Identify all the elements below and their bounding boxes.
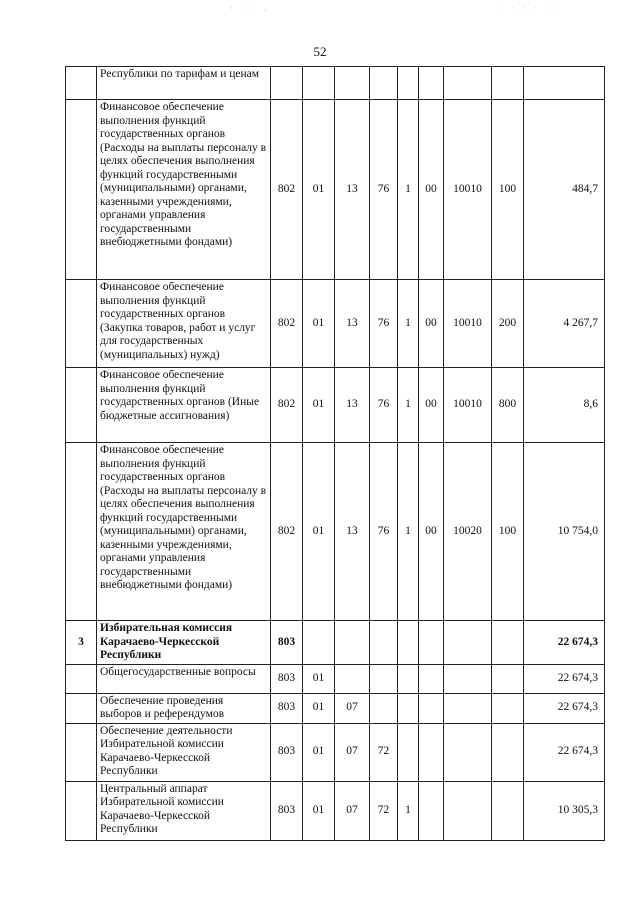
row-code-cell-c2 xyxy=(303,67,335,100)
table-row xyxy=(66,723,605,781)
row-code-cell-c1: 803 xyxy=(271,781,303,840)
row-code-cell-c1: 802 xyxy=(271,100,303,280)
row-code-cell-c3 xyxy=(335,67,370,100)
row-code-cell-c1: 803 xyxy=(271,723,303,781)
row-code-cell-c3: 13 xyxy=(335,368,370,443)
row-code-cell-c3: 13 xyxy=(335,280,370,368)
row-code-cell-c5: 1 xyxy=(398,280,419,368)
row-code-cell-c5 xyxy=(398,664,419,693)
row-code-cell-c4 xyxy=(370,67,398,100)
row-code-cell-c7 xyxy=(444,67,492,100)
row-code-cell-c3: 13 xyxy=(335,100,370,280)
row-amount-cell: 484,7 xyxy=(524,100,605,280)
row-code-cell-c2: 01 xyxy=(303,368,335,443)
row-code-cell-c1: 803 xyxy=(271,693,303,723)
row-code-cell-c5: 1 xyxy=(398,368,419,443)
row-number-cell xyxy=(66,664,97,693)
row-code-cell-c4 xyxy=(370,693,398,723)
row-amount-cell: 22 674,3 xyxy=(524,664,605,693)
row-code-cell-c2: 01 xyxy=(303,280,335,368)
row-number-cell: 3 xyxy=(66,621,97,665)
row-code-cell-c8: 200 xyxy=(492,280,524,368)
row-code-cell-c8 xyxy=(492,781,524,840)
row-code-cell-c7 xyxy=(444,723,492,781)
row-code-cell-c4: 76 xyxy=(370,368,398,443)
row-amount-cell: 8,6 xyxy=(524,368,605,443)
row-name-cell: Финансовое обеспечение выполнения функций государственных органов (Расходы на выплаты персоналу в целях обеспечения выполнения функций государственными (муниципальными) органами, казенными учреждениями, органами управления государственными внебюджетными фондами) xyxy=(97,100,271,280)
row-code-cell-c3: 07 xyxy=(335,723,370,781)
row-code-cell-c2 xyxy=(303,621,335,665)
row-number-cell xyxy=(66,781,97,840)
row-code-cell-c2: 01 xyxy=(303,693,335,723)
row-code-cell-c8: 100 xyxy=(492,443,524,621)
row-code-cell-c7: 10020 xyxy=(444,443,492,621)
row-number-cell xyxy=(66,368,97,443)
row-code-cell-c1: 802 xyxy=(271,368,303,443)
row-code-cell-c4: 76 xyxy=(370,280,398,368)
row-code-cell-c5: 1 xyxy=(398,100,419,280)
row-name-cell: Избирательная комиссия Карачаево-Черкесской Республики xyxy=(97,621,271,665)
row-code-cell-c5: 1 xyxy=(398,443,419,621)
row-name-cell: Финансовое обеспечение выполнения функций государственных органов (Иные бюджетные ассигнования) xyxy=(97,368,271,443)
row-code-cell-c7 xyxy=(444,693,492,723)
row-code-cell-c1 xyxy=(271,67,303,100)
row-amount-cell: 10 305,3 xyxy=(524,781,605,840)
row-name-cell: Центральный аппарат Избирательной комиссии Карачаево-Черкесской Республики xyxy=(97,781,271,840)
row-code-cell-c4: 76 xyxy=(370,443,398,621)
table-row xyxy=(66,664,605,693)
row-code-cell-c2: 01 xyxy=(303,723,335,781)
row-code-cell-c5 xyxy=(398,693,419,723)
row-name-cell: Республики по тарифам и ценам xyxy=(97,67,271,100)
row-code-cell-c8 xyxy=(492,723,524,781)
scan-artifact: · · · . xyxy=(230,3,269,13)
page-number: 52 xyxy=(313,44,327,59)
row-code-cell-c4: 72 xyxy=(370,723,398,781)
row-number-cell xyxy=(66,280,97,368)
row-number-cell xyxy=(66,723,97,781)
row-code-cell-c4: 72 xyxy=(370,781,398,840)
row-code-cell-c5 xyxy=(398,67,419,100)
row-code-cell-c3: 07 xyxy=(335,693,370,723)
row-code-cell-c1: 802 xyxy=(271,443,303,621)
row-name-cell: Финансовое обеспечение выполнения функций государственных органов (Закупка товаров, работ и услуг для государственных (муниципальных) нужд) xyxy=(97,280,271,368)
row-code-cell-c2: 01 xyxy=(303,443,335,621)
row-code-cell-c8 xyxy=(492,67,524,100)
row-code-cell-c2: 01 xyxy=(303,781,335,840)
row-code-cell-c3: 13 xyxy=(335,443,370,621)
row-number-cell xyxy=(66,443,97,621)
row-code-cell-c7: 10010 xyxy=(444,368,492,443)
row-amount-cell: 4 267,7 xyxy=(524,280,605,368)
row-code-cell-c6 xyxy=(419,781,444,840)
row-code-cell-c4 xyxy=(370,621,398,665)
row-code-cell-c3: 07 xyxy=(335,781,370,840)
row-code-cell-c6 xyxy=(419,67,444,100)
row-code-cell-c3 xyxy=(335,621,370,665)
row-code-cell-c8: 100 xyxy=(492,100,524,280)
row-code-cell-c6: 00 xyxy=(419,100,444,280)
row-code-cell-c8 xyxy=(492,621,524,665)
row-code-cell-c6: 00 xyxy=(419,443,444,621)
row-code-cell-c5: 1 xyxy=(398,781,419,840)
row-name-cell: Общегосударственные вопросы xyxy=(97,664,271,693)
row-code-cell-c6 xyxy=(419,621,444,665)
row-code-cell-c2: 01 xyxy=(303,664,335,693)
row-code-cell-c7 xyxy=(444,621,492,665)
row-code-cell-c7 xyxy=(444,664,492,693)
row-code-cell-c6: 00 xyxy=(419,368,444,443)
scan-artifact: · · · · · · xyxy=(500,3,563,13)
row-amount-cell: 10 754,0 xyxy=(524,443,605,621)
row-code-cell-c6: 00 xyxy=(419,280,444,368)
budget-table xyxy=(65,66,605,841)
row-code-cell-c2: 01 xyxy=(303,100,335,280)
row-name-cell: Обеспечение деятельности Избирательной комиссии Карачаево-Черкесской Республики xyxy=(97,723,271,781)
table-row xyxy=(66,621,605,665)
row-name-cell: Обеспечение проведения выборов и референдумов xyxy=(97,693,271,723)
row-code-cell-c4: 76 xyxy=(370,100,398,280)
row-code-cell-c1: 803 xyxy=(271,621,303,665)
row-number-cell xyxy=(66,693,97,723)
table-row xyxy=(66,693,605,723)
row-code-cell-c7 xyxy=(444,781,492,840)
row-name-cell: Финансовое обеспечение выполнения функций государственных органов (Расходы на выплаты персоналу в целях обеспечения выполнения функций государственными (муниципальными) органами, казенными учреждениями, органами управления государственными внебюджетными фондами) xyxy=(97,443,271,621)
row-code-cell-c8: 800 xyxy=(492,368,524,443)
row-code-cell-c1: 802 xyxy=(271,280,303,368)
row-code-cell-c7: 10010 xyxy=(444,280,492,368)
row-amount-cell: 22 674,3 xyxy=(524,621,605,665)
table-row xyxy=(66,280,605,368)
table-row xyxy=(66,368,605,443)
table-row xyxy=(66,443,605,621)
table-row xyxy=(66,100,605,280)
row-code-cell-c6 xyxy=(419,664,444,693)
row-code-cell-c4 xyxy=(370,664,398,693)
row-code-cell-c6 xyxy=(419,693,444,723)
row-code-cell-c7: 10010 xyxy=(444,100,492,280)
row-number-cell xyxy=(66,67,97,100)
row-code-cell-c8 xyxy=(492,664,524,693)
row-code-cell-c3 xyxy=(335,664,370,693)
table-row xyxy=(66,67,605,100)
row-amount-cell: 22 674,3 xyxy=(524,693,605,723)
row-amount-cell: 22 674,3 xyxy=(524,723,605,781)
row-code-cell-c6 xyxy=(419,723,444,781)
row-amount-cell xyxy=(524,67,605,100)
row-code-cell-c1: 803 xyxy=(271,664,303,693)
table-row xyxy=(66,781,605,840)
row-code-cell-c5 xyxy=(398,621,419,665)
row-code-cell-c8 xyxy=(492,693,524,723)
row-code-cell-c5 xyxy=(398,723,419,781)
row-number-cell xyxy=(66,100,97,280)
